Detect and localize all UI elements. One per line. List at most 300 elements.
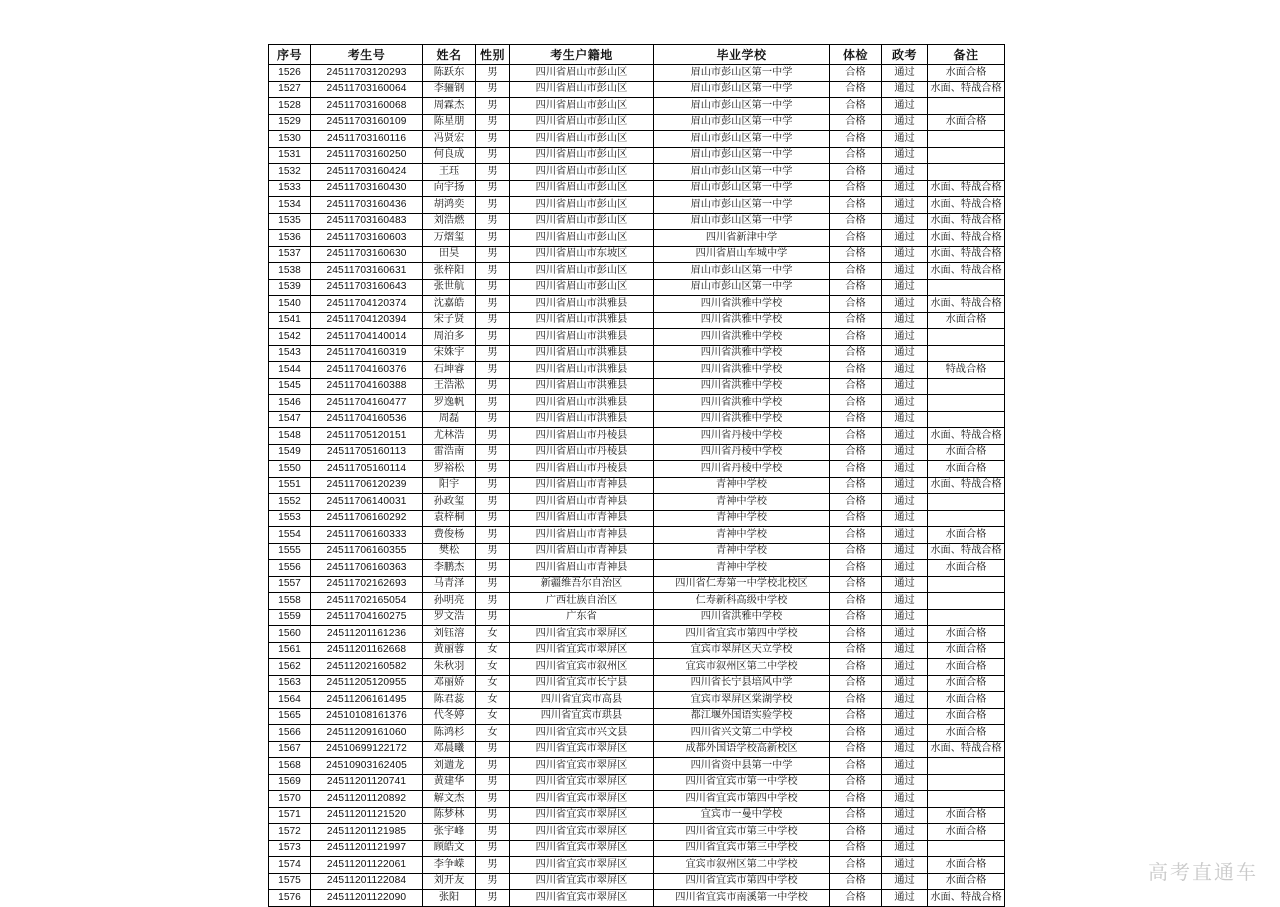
cell-remark: 水面合格 bbox=[928, 444, 1005, 461]
cell-exam_no: 24511706120239 bbox=[311, 477, 423, 494]
cell-remark bbox=[928, 378, 1005, 395]
cell-remark bbox=[928, 131, 1005, 148]
cell-seq: 1556 bbox=[269, 560, 311, 577]
cell-school: 青神中学校 bbox=[654, 477, 830, 494]
cell-seq: 1571 bbox=[269, 807, 311, 824]
cell-household: 四川省眉山市丹棱县 bbox=[510, 428, 654, 445]
cell-name: 冯贤宏 bbox=[423, 131, 476, 148]
cell-exam_no: 24511704160388 bbox=[311, 378, 423, 395]
cell-political: 通过 bbox=[882, 230, 928, 247]
cell-remark bbox=[928, 609, 1005, 626]
cell-household: 四川省眉山市青神县 bbox=[510, 510, 654, 527]
table-row bbox=[269, 543, 1005, 560]
cell-school: 四川省宜宾市第四中学校 bbox=[654, 791, 830, 808]
candidate-roster-table bbox=[268, 44, 1005, 907]
table-row bbox=[269, 263, 1005, 280]
cell-physical: 合格 bbox=[830, 131, 882, 148]
table-row bbox=[269, 873, 1005, 890]
cell-household: 四川省眉山市丹棱县 bbox=[510, 444, 654, 461]
cell-household: 四川省眉山市青神县 bbox=[510, 527, 654, 544]
cell-household: 四川省眉山市彭山区 bbox=[510, 147, 654, 164]
cell-remark: 水面合格 bbox=[928, 857, 1005, 874]
cell-name: 周泊多 bbox=[423, 329, 476, 346]
cell-name: 张阳 bbox=[423, 890, 476, 907]
cell-gender: 女 bbox=[476, 626, 510, 643]
cell-household: 四川省眉山市彭山区 bbox=[510, 114, 654, 131]
cell-political: 通过 bbox=[882, 510, 928, 527]
cell-remark: 水面合格 bbox=[928, 708, 1005, 725]
cell-physical: 合格 bbox=[830, 692, 882, 709]
cell-political: 通过 bbox=[882, 147, 928, 164]
cell-remark bbox=[928, 774, 1005, 791]
cell-exam_no: 24511704160477 bbox=[311, 395, 423, 412]
cell-household: 四川省眉山市青神县 bbox=[510, 477, 654, 494]
cell-remark bbox=[928, 395, 1005, 412]
cell-seq: 1568 bbox=[269, 758, 311, 775]
cell-exam_no: 24511706160355 bbox=[311, 543, 423, 560]
cell-physical: 合格 bbox=[830, 494, 882, 511]
cell-seq: 1562 bbox=[269, 659, 311, 676]
cell-seq: 1555 bbox=[269, 543, 311, 560]
cell-seq: 1545 bbox=[269, 378, 311, 395]
table-body bbox=[269, 65, 1005, 907]
cell-household: 四川省眉山市洪雅县 bbox=[510, 312, 654, 329]
cell-seq: 1550 bbox=[269, 461, 311, 478]
cell-political: 通过 bbox=[882, 279, 928, 296]
cell-physical: 合格 bbox=[830, 857, 882, 874]
cell-seq: 1529 bbox=[269, 114, 311, 131]
cell-school: 四川省洪雅中学校 bbox=[654, 395, 830, 412]
cell-remark: 水面、特战合格 bbox=[928, 263, 1005, 280]
table-row bbox=[269, 461, 1005, 478]
cell-seq: 1570 bbox=[269, 791, 311, 808]
column-header-gender: 性别 bbox=[476, 45, 510, 65]
cell-physical: 合格 bbox=[830, 543, 882, 560]
cell-school: 四川省宜宾市第三中学校 bbox=[654, 840, 830, 857]
cell-gender: 男 bbox=[476, 807, 510, 824]
cell-gender: 男 bbox=[476, 65, 510, 82]
cell-gender: 男 bbox=[476, 230, 510, 247]
cell-name: 刘浩燃 bbox=[423, 213, 476, 230]
cell-remark bbox=[928, 576, 1005, 593]
cell-remark: 水面、特战合格 bbox=[928, 741, 1005, 758]
cell-name: 费俊杨 bbox=[423, 527, 476, 544]
cell-remark: 水面合格 bbox=[928, 642, 1005, 659]
cell-school: 四川省洪雅中学校 bbox=[654, 378, 830, 395]
cell-gender: 女 bbox=[476, 725, 510, 742]
cell-seq: 1566 bbox=[269, 725, 311, 742]
cell-exam_no: 24511704160319 bbox=[311, 345, 423, 362]
cell-exam_no: 24511702165054 bbox=[311, 593, 423, 610]
cell-school: 眉山市彭山区第一中学 bbox=[654, 98, 830, 115]
cell-name: 陈鸿杉 bbox=[423, 725, 476, 742]
cell-exam_no: 24511201161236 bbox=[311, 626, 423, 643]
cell-political: 通过 bbox=[882, 593, 928, 610]
cell-household: 四川省宜宾市兴文县 bbox=[510, 725, 654, 742]
cell-name: 邓晨曦 bbox=[423, 741, 476, 758]
cell-household: 四川省眉山市洪雅县 bbox=[510, 378, 654, 395]
cell-gender: 男 bbox=[476, 543, 510, 560]
cell-seq: 1564 bbox=[269, 692, 311, 709]
cell-exam_no: 24511704120374 bbox=[311, 296, 423, 313]
cell-seq: 1553 bbox=[269, 510, 311, 527]
table-row bbox=[269, 626, 1005, 643]
cell-name: 朱秋羽 bbox=[423, 659, 476, 676]
table-row bbox=[269, 642, 1005, 659]
table-row bbox=[269, 494, 1005, 511]
cell-gender: 男 bbox=[476, 164, 510, 181]
cell-exam_no: 24511703160436 bbox=[311, 197, 423, 214]
cell-political: 通过 bbox=[882, 65, 928, 82]
cell-physical: 合格 bbox=[830, 362, 882, 379]
cell-name: 田昊 bbox=[423, 246, 476, 263]
table-row bbox=[269, 197, 1005, 214]
cell-exam_no: 24511201120892 bbox=[311, 791, 423, 808]
cell-school: 四川省仁寿第一中学校北校区 bbox=[654, 576, 830, 593]
cell-school: 四川省宜宾市第三中学校 bbox=[654, 824, 830, 841]
cell-name: 张宇峰 bbox=[423, 824, 476, 841]
cell-seq: 1538 bbox=[269, 263, 311, 280]
cell-exam_no: 24511706140031 bbox=[311, 494, 423, 511]
cell-exam_no: 24511704120394 bbox=[311, 312, 423, 329]
cell-school: 四川省洪雅中学校 bbox=[654, 411, 830, 428]
cell-physical: 合格 bbox=[830, 609, 882, 626]
cell-exam_no: 24511201121520 bbox=[311, 807, 423, 824]
cell-school: 眉山市彭山区第一中学 bbox=[654, 164, 830, 181]
cell-school: 青神中学校 bbox=[654, 560, 830, 577]
cell-school: 眉山市彭山区第一中学 bbox=[654, 114, 830, 131]
cell-seq: 1526 bbox=[269, 65, 311, 82]
cell-political: 通过 bbox=[882, 774, 928, 791]
cell-gender: 男 bbox=[476, 279, 510, 296]
cell-political: 通过 bbox=[882, 543, 928, 560]
cell-household: 四川省宜宾市翠屏区 bbox=[510, 890, 654, 907]
cell-remark: 水面合格 bbox=[928, 312, 1005, 329]
cell-political: 通过 bbox=[882, 692, 928, 709]
table-row bbox=[269, 560, 1005, 577]
cell-name: 袁梓桐 bbox=[423, 510, 476, 527]
cell-remark: 水面、特战合格 bbox=[928, 197, 1005, 214]
cell-name: 阳宇 bbox=[423, 477, 476, 494]
cell-remark: 水面、特战合格 bbox=[928, 428, 1005, 445]
cell-seq: 1536 bbox=[269, 230, 311, 247]
table-row bbox=[269, 279, 1005, 296]
cell-remark: 水面合格 bbox=[928, 824, 1005, 841]
table-row bbox=[269, 296, 1005, 313]
cell-name: 周霖杰 bbox=[423, 98, 476, 115]
table-row bbox=[269, 510, 1005, 527]
table-row bbox=[269, 659, 1005, 676]
cell-political: 通过 bbox=[882, 180, 928, 197]
cell-political: 通过 bbox=[882, 444, 928, 461]
cell-remark: 水面、特战合格 bbox=[928, 246, 1005, 263]
table-row bbox=[269, 114, 1005, 131]
cell-physical: 合格 bbox=[830, 81, 882, 98]
cell-exam_no: 24511704160536 bbox=[311, 411, 423, 428]
table-row bbox=[269, 230, 1005, 247]
cell-remark bbox=[928, 147, 1005, 164]
table-row bbox=[269, 824, 1005, 841]
cell-school: 四川省眉山车城中学 bbox=[654, 246, 830, 263]
cell-physical: 合格 bbox=[830, 411, 882, 428]
cell-remark bbox=[928, 840, 1005, 857]
cell-physical: 合格 bbox=[830, 395, 882, 412]
cell-gender: 男 bbox=[476, 840, 510, 857]
cell-school: 四川省宜宾市第四中学校 bbox=[654, 626, 830, 643]
cell-household: 广西壮族自治区 bbox=[510, 593, 654, 610]
cell-name: 宋姝宇 bbox=[423, 345, 476, 362]
cell-name: 刘开友 bbox=[423, 873, 476, 890]
cell-remark: 水面、特战合格 bbox=[928, 296, 1005, 313]
cell-name: 王珏 bbox=[423, 164, 476, 181]
table-row bbox=[269, 213, 1005, 230]
cell-gender: 男 bbox=[476, 411, 510, 428]
cell-household: 四川省眉山市洪雅县 bbox=[510, 329, 654, 346]
cell-seq: 1534 bbox=[269, 197, 311, 214]
cell-name: 刘钰溶 bbox=[423, 626, 476, 643]
cell-physical: 合格 bbox=[830, 164, 882, 181]
cell-household: 四川省眉山市彭山区 bbox=[510, 65, 654, 82]
cell-name: 沈嘉皓 bbox=[423, 296, 476, 313]
cell-physical: 合格 bbox=[830, 725, 882, 742]
cell-physical: 合格 bbox=[830, 873, 882, 890]
cell-gender: 男 bbox=[476, 494, 510, 511]
table-row bbox=[269, 675, 1005, 692]
cell-political: 通过 bbox=[882, 857, 928, 874]
cell-remark: 水面合格 bbox=[928, 461, 1005, 478]
cell-gender: 男 bbox=[476, 758, 510, 775]
column-header-physical: 体检 bbox=[830, 45, 882, 65]
cell-name: 马青泽 bbox=[423, 576, 476, 593]
cell-gender: 男 bbox=[476, 246, 510, 263]
cell-school: 四川省洪雅中学校 bbox=[654, 362, 830, 379]
table-row bbox=[269, 378, 1005, 395]
column-header-political: 政考 bbox=[882, 45, 928, 65]
column-header-seq: 序号 bbox=[269, 45, 311, 65]
cell-physical: 合格 bbox=[830, 824, 882, 841]
cell-seq: 1532 bbox=[269, 164, 311, 181]
cell-seq: 1572 bbox=[269, 824, 311, 841]
cell-gender: 男 bbox=[476, 774, 510, 791]
cell-remark: 水面合格 bbox=[928, 527, 1005, 544]
cell-household: 四川省宜宾市翠屏区 bbox=[510, 758, 654, 775]
cell-household: 四川省宜宾市翠屏区 bbox=[510, 774, 654, 791]
cell-school: 四川省洪雅中学校 bbox=[654, 296, 830, 313]
cell-political: 通过 bbox=[882, 197, 928, 214]
cell-school: 四川省资中县第一中学 bbox=[654, 758, 830, 775]
cell-seq: 1530 bbox=[269, 131, 311, 148]
cell-remark: 水面合格 bbox=[928, 725, 1005, 742]
table-row bbox=[269, 774, 1005, 791]
cell-school: 四川省宜宾市第一中学校 bbox=[654, 774, 830, 791]
cell-political: 通过 bbox=[882, 890, 928, 907]
cell-school: 眉山市彭山区第一中学 bbox=[654, 65, 830, 82]
cell-exam_no: 24510903162405 bbox=[311, 758, 423, 775]
cell-seq: 1527 bbox=[269, 81, 311, 98]
cell-school: 眉山市彭山区第一中学 bbox=[654, 81, 830, 98]
cell-school: 仁寿新科高级中学校 bbox=[654, 593, 830, 610]
cell-gender: 男 bbox=[476, 741, 510, 758]
cell-household: 四川省宜宾市翠屏区 bbox=[510, 741, 654, 758]
cell-gender: 男 bbox=[476, 576, 510, 593]
cell-name: 罗逸帆 bbox=[423, 395, 476, 412]
cell-gender: 男 bbox=[476, 560, 510, 577]
cell-household: 四川省眉山市青神县 bbox=[510, 543, 654, 560]
cell-remark: 水面、特战合格 bbox=[928, 890, 1005, 907]
cell-school: 宜宾市翠屏区棠湖学校 bbox=[654, 692, 830, 709]
cell-household: 四川省眉山市洪雅县 bbox=[510, 362, 654, 379]
table-row bbox=[269, 708, 1005, 725]
cell-exam_no: 24511704160275 bbox=[311, 609, 423, 626]
cell-physical: 合格 bbox=[830, 428, 882, 445]
table-row bbox=[269, 692, 1005, 709]
cell-remark bbox=[928, 494, 1005, 511]
cell-name: 陈君蕊 bbox=[423, 692, 476, 709]
cell-political: 通过 bbox=[882, 395, 928, 412]
cell-household: 四川省宜宾市翠屏区 bbox=[510, 791, 654, 808]
column-header-name: 姓名 bbox=[423, 45, 476, 65]
cell-name: 邓丽娇 bbox=[423, 675, 476, 692]
cell-exam_no: 24511704140014 bbox=[311, 329, 423, 346]
cell-remark bbox=[928, 791, 1005, 808]
cell-seq: 1552 bbox=[269, 494, 311, 511]
cell-school: 眉山市彭山区第一中学 bbox=[654, 279, 830, 296]
cell-school: 宜宾市叙州区第二中学校 bbox=[654, 857, 830, 874]
cell-physical: 合格 bbox=[830, 758, 882, 775]
cell-physical: 合格 bbox=[830, 560, 882, 577]
cell-exam_no: 24511706160333 bbox=[311, 527, 423, 544]
cell-exam_no: 24511705160113 bbox=[311, 444, 423, 461]
cell-gender: 男 bbox=[476, 477, 510, 494]
cell-exam_no: 24511703120293 bbox=[311, 65, 423, 82]
cell-seq: 1569 bbox=[269, 774, 311, 791]
cell-remark bbox=[928, 98, 1005, 115]
cell-remark bbox=[928, 279, 1005, 296]
cell-gender: 男 bbox=[476, 609, 510, 626]
cell-seq: 1563 bbox=[269, 675, 311, 692]
cell-exam_no: 24511706160363 bbox=[311, 560, 423, 577]
cell-remark: 水面合格 bbox=[928, 65, 1005, 82]
cell-household: 四川省宜宾市翠屏区 bbox=[510, 840, 654, 857]
cell-household: 四川省宜宾市珙县 bbox=[510, 708, 654, 725]
cell-exam_no: 24511206161495 bbox=[311, 692, 423, 709]
cell-name: 代冬婷 bbox=[423, 708, 476, 725]
cell-gender: 男 bbox=[476, 312, 510, 329]
cell-political: 通过 bbox=[882, 411, 928, 428]
cell-political: 通过 bbox=[882, 791, 928, 808]
cell-name: 陈星朋 bbox=[423, 114, 476, 131]
cell-gender: 男 bbox=[476, 329, 510, 346]
cell-gender: 女 bbox=[476, 642, 510, 659]
cell-gender: 男 bbox=[476, 213, 510, 230]
cell-physical: 合格 bbox=[830, 774, 882, 791]
cell-household: 四川省眉山市青神县 bbox=[510, 560, 654, 577]
cell-name: 雷浩南 bbox=[423, 444, 476, 461]
cell-household: 四川省宜宾市叙州区 bbox=[510, 659, 654, 676]
cell-name: 黄丽蓉 bbox=[423, 642, 476, 659]
cell-remark: 特战合格 bbox=[928, 362, 1005, 379]
cell-exam_no: 24511703160430 bbox=[311, 180, 423, 197]
cell-political: 通过 bbox=[882, 81, 928, 98]
cell-remark: 水面合格 bbox=[928, 560, 1005, 577]
cell-gender: 男 bbox=[476, 81, 510, 98]
cell-gender: 男 bbox=[476, 197, 510, 214]
table-row bbox=[269, 857, 1005, 874]
cell-remark: 水面合格 bbox=[928, 114, 1005, 131]
cell-physical: 合格 bbox=[830, 593, 882, 610]
cell-political: 通过 bbox=[882, 560, 928, 577]
cell-remark: 水面合格 bbox=[928, 659, 1005, 676]
cell-seq: 1576 bbox=[269, 890, 311, 907]
cell-name: 孙政玺 bbox=[423, 494, 476, 511]
cell-name: 宋子贤 bbox=[423, 312, 476, 329]
cell-political: 通过 bbox=[882, 675, 928, 692]
cell-school: 青神中学校 bbox=[654, 494, 830, 511]
cell-political: 通过 bbox=[882, 362, 928, 379]
cell-physical: 合格 bbox=[830, 626, 882, 643]
cell-remark bbox=[928, 593, 1005, 610]
column-header-household: 考生户籍地 bbox=[510, 45, 654, 65]
cell-physical: 合格 bbox=[830, 444, 882, 461]
cell-school: 宜宾市翠屏区天立学校 bbox=[654, 642, 830, 659]
cell-seq: 1549 bbox=[269, 444, 311, 461]
cell-remark: 水面合格 bbox=[928, 626, 1005, 643]
cell-exam_no: 24511704160376 bbox=[311, 362, 423, 379]
table-row bbox=[269, 428, 1005, 445]
cell-household: 四川省宜宾市翠屏区 bbox=[510, 807, 654, 824]
cell-physical: 合格 bbox=[830, 213, 882, 230]
cell-gender: 男 bbox=[476, 593, 510, 610]
cell-political: 通过 bbox=[882, 494, 928, 511]
cell-remark bbox=[928, 411, 1005, 428]
cell-school: 四川省洪雅中学校 bbox=[654, 329, 830, 346]
cell-political: 通过 bbox=[882, 329, 928, 346]
cell-political: 通过 bbox=[882, 758, 928, 775]
cell-physical: 合格 bbox=[830, 98, 882, 115]
cell-gender: 男 bbox=[476, 180, 510, 197]
table-row bbox=[269, 609, 1005, 626]
cell-household: 四川省眉山市彭山区 bbox=[510, 197, 654, 214]
cell-physical: 合格 bbox=[830, 659, 882, 676]
cell-political: 通过 bbox=[882, 642, 928, 659]
cell-exam_no: 24511703160109 bbox=[311, 114, 423, 131]
cell-political: 通过 bbox=[882, 626, 928, 643]
cell-gender: 男 bbox=[476, 461, 510, 478]
cell-gender: 男 bbox=[476, 114, 510, 131]
cell-gender: 男 bbox=[476, 857, 510, 874]
cell-school: 四川省新津中学 bbox=[654, 230, 830, 247]
cell-political: 通过 bbox=[882, 725, 928, 742]
cell-household: 四川省宜宾市翠屏区 bbox=[510, 857, 654, 874]
cell-exam_no: 24511202160582 bbox=[311, 659, 423, 676]
cell-name: 李争嵘 bbox=[423, 857, 476, 874]
cell-political: 通过 bbox=[882, 527, 928, 544]
cell-exam_no: 24511201122061 bbox=[311, 857, 423, 874]
cell-school: 四川省宜宾市南溪第一中学校 bbox=[654, 890, 830, 907]
cell-exam_no: 24511201122084 bbox=[311, 873, 423, 890]
cell-seq: 1537 bbox=[269, 246, 311, 263]
table-row bbox=[269, 147, 1005, 164]
cell-exam_no: 24511703160630 bbox=[311, 246, 423, 263]
cell-physical: 合格 bbox=[830, 510, 882, 527]
cell-school: 四川省丹棱中学校 bbox=[654, 461, 830, 478]
cell-remark: 水面、特战合格 bbox=[928, 213, 1005, 230]
cell-gender: 男 bbox=[476, 395, 510, 412]
table-row bbox=[269, 741, 1005, 758]
cell-political: 通过 bbox=[882, 378, 928, 395]
cell-seq: 1528 bbox=[269, 98, 311, 115]
cell-physical: 合格 bbox=[830, 807, 882, 824]
